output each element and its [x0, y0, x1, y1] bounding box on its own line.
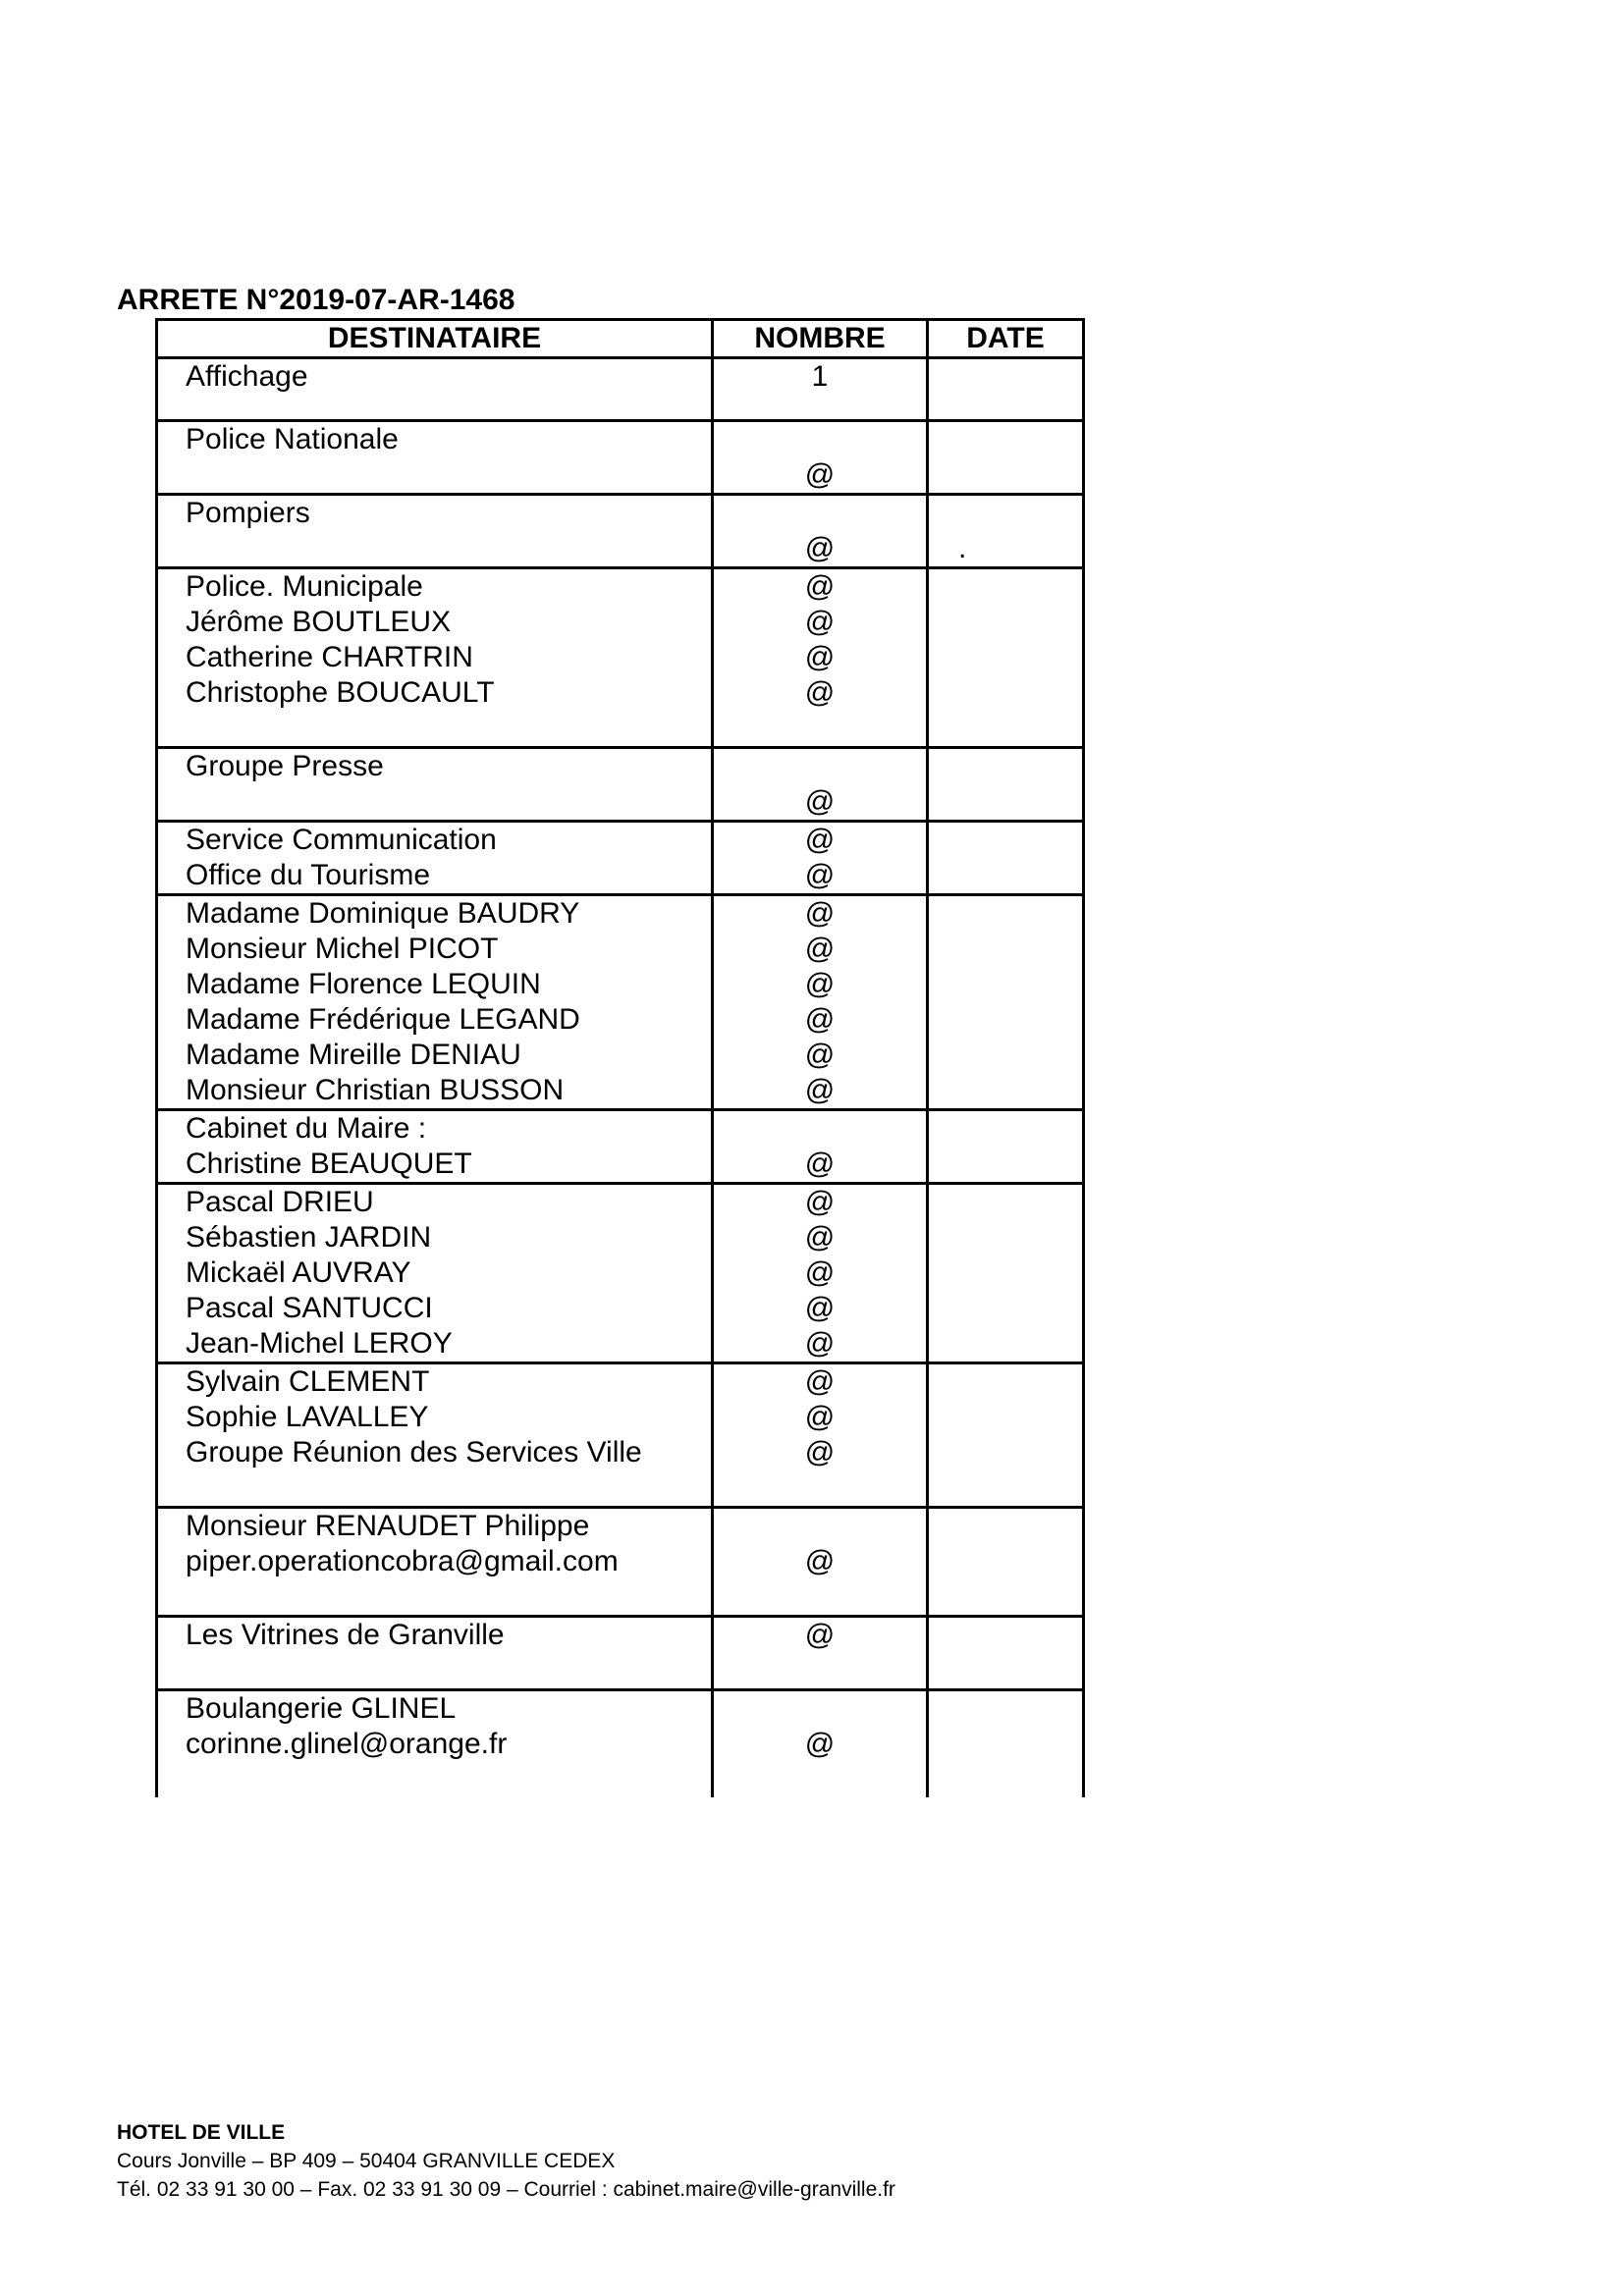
date-cell: [928, 822, 1084, 895]
document-title: ARRETE N°2019-07-AR-1468: [117, 284, 515, 316]
email-at-symbol: @: [804, 1728, 836, 1760]
recipient-name: Pascal SANTUCCI: [186, 1292, 433, 1324]
date-cell: [928, 1363, 1084, 1508]
email-at-symbol: @: [804, 1256, 836, 1289]
recipient-cell: [157, 1363, 713, 1508]
recipient-name: Boulangerie GLINEL: [186, 1692, 457, 1725]
footer-address: Cours Jonville – BP 409 – 50404 GRANVILLE CEDEX: [117, 2150, 616, 2172]
email-at-symbol: @: [804, 606, 836, 638]
recipient-name: Police. Municipale: [186, 570, 423, 603]
date-value: .: [958, 532, 967, 564]
recipient-cell: [157, 822, 713, 895]
recipient-cell: [157, 1617, 713, 1690]
recipient-name: Madame Mireille DENIAU: [186, 1039, 521, 1071]
date-cell: [928, 1110, 1084, 1184]
recipient-name: Mickaël AUVRAY: [186, 1256, 411, 1289]
recipient-name: Monsieur Michel PICOT: [186, 933, 499, 965]
date-cell: [928, 568, 1084, 748]
count-cell: [713, 568, 928, 748]
date-cell: [928, 1184, 1084, 1363]
recipient-name: Office du Tourisme: [186, 859, 431, 891]
recipient-name: Christophe BOUCAULT: [186, 676, 495, 709]
distribution-table: [155, 318, 1085, 1797]
count-cell: [713, 495, 928, 568]
recipient-name: Madame Florence LEQUIN: [186, 968, 541, 1000]
count-cell: [713, 1363, 928, 1508]
date-cell: [928, 1508, 1084, 1617]
count-cell: [713, 1617, 928, 1690]
recipient-cell: [157, 1184, 713, 1363]
count-cell: [713, 1110, 928, 1184]
email-at-symbol: @: [804, 897, 836, 930]
email-at-symbol: @: [804, 933, 836, 965]
recipient-name: Cabinet du Maire :: [186, 1112, 427, 1145]
email-at-symbol: @: [804, 570, 836, 603]
recipient-name: Service Communication: [186, 824, 497, 856]
email-at-symbol: @: [804, 1436, 836, 1468]
email-at-symbol: @: [804, 785, 836, 818]
count-cell: [713, 421, 928, 495]
recipient-name: Sylvain CLEMENT: [186, 1365, 430, 1398]
email-at-symbol: @: [804, 1074, 836, 1106]
recipient-name: Police Nationale: [186, 423, 399, 455]
date-cell: [928, 1690, 1084, 1798]
email-at-symbol: @: [804, 1148, 836, 1180]
recipient-cell: [157, 748, 713, 822]
count-cell: [713, 1184, 928, 1363]
date-cell: [928, 495, 1084, 568]
recipient-name: Catherine CHARTRIN: [186, 641, 473, 673]
spacer: [929, 496, 1082, 531]
email-at-symbol: @: [804, 1186, 836, 1218]
date-cell: [928, 895, 1084, 1110]
table-row: [157, 568, 1084, 748]
table-row: [157, 895, 1084, 1110]
table-row: [157, 1363, 1084, 1508]
email-at-symbol: @: [804, 676, 836, 709]
count-value: [714, 1691, 926, 1727]
email-at-symbol: @: [804, 968, 836, 1000]
recipient-name: Madame Frédérique LEGAND: [186, 1003, 580, 1036]
count-value: [714, 749, 926, 784]
recipient-cell: [157, 1690, 713, 1798]
count-value: [714, 422, 926, 457]
footer: [117, 2118, 895, 2204]
email-at-symbol: @: [804, 1003, 836, 1036]
table-row: [157, 748, 1084, 822]
recipient-name: Pompiers: [186, 497, 310, 529]
email-at-symbol: @: [804, 859, 836, 891]
email-at-symbol: @: [804, 1221, 836, 1254]
recipient-name: Groupe Presse: [186, 750, 384, 782]
count-cell: [713, 1508, 928, 1617]
email-at-symbol: @: [804, 458, 836, 491]
email-at-symbol: @: [804, 1401, 836, 1433]
recipient-name: Sophie LAVALLEY: [186, 1401, 429, 1433]
header-nombre: NOMBRE: [713, 320, 928, 358]
email-at-symbol: @: [804, 1365, 836, 1398]
recipient-name: Pascal DRIEU: [186, 1186, 374, 1218]
header-destinataire: DESTINATAIRE: [157, 320, 713, 358]
table-row: [157, 495, 1084, 568]
table-body: [157, 358, 1084, 1798]
count-value: 1: [811, 360, 829, 393]
table-row: [157, 1110, 1084, 1184]
date-cell: [928, 1617, 1084, 1690]
header-date: DATE: [928, 320, 1084, 358]
email-at-symbol: @: [804, 1545, 836, 1577]
recipient-name: Jérôme BOUTLEUX: [186, 606, 452, 638]
count-value: [714, 1509, 926, 1544]
recipient-name: Affichage: [186, 360, 308, 393]
count-value: [714, 496, 926, 531]
recipient-cell: [157, 1110, 713, 1184]
email-at-symbol: @: [804, 1619, 836, 1651]
recipient-name: Jean-Michel LEROY: [186, 1327, 453, 1360]
recipient-cell: [157, 495, 713, 568]
recipient-name: Sébastien JARDIN: [186, 1221, 432, 1254]
count-value: [714, 1111, 926, 1147]
table-row: [157, 1617, 1084, 1690]
table-row: [157, 822, 1084, 895]
email-at-symbol: @: [804, 824, 836, 856]
table-row: [157, 1690, 1084, 1798]
recipient-name: Les Vitrines de Granville: [186, 1619, 505, 1651]
date-cell: [928, 421, 1084, 495]
recipient-cell: [157, 895, 713, 1110]
recipient-name: Christine BEAUQUET: [186, 1148, 472, 1180]
footer-contact: Tél. 02 33 91 30 00 – Fax. 02 33 91 30 09 – Courriel : cabinet.maire@ville-granville.fr: [117, 2178, 895, 2201]
recipient-cell: [157, 358, 713, 421]
email-at-symbol: @: [804, 1039, 836, 1071]
table-row: [157, 1508, 1084, 1617]
date-cell: [928, 748, 1084, 822]
recipient-cell: [157, 421, 713, 495]
table-row: [157, 358, 1084, 421]
recipient-cell: [157, 1508, 713, 1617]
recipient-name: Groupe Réunion des Services Ville: [186, 1436, 642, 1468]
count-cell: [713, 358, 928, 421]
table-row: [157, 421, 1084, 495]
recipient-name: Monsieur RENAUDET Philippe: [186, 1510, 590, 1542]
email-at-symbol: @: [804, 641, 836, 673]
count-cell: [713, 822, 928, 895]
recipient-name: Monsieur Christian BUSSON: [186, 1074, 565, 1106]
email-at-symbol: @: [804, 1292, 836, 1324]
recipient-name: Madame Dominique BAUDRY: [186, 897, 580, 930]
footer-title: HOTEL DE VILLE: [117, 2121, 286, 2144]
count-cell: [713, 895, 928, 1110]
date-cell: [928, 358, 1084, 421]
table-header-row: [157, 320, 1084, 358]
email-at-symbol: @: [804, 532, 836, 564]
count-cell: [713, 1690, 928, 1798]
recipient-name: piper.operationcobra@gmail.com: [186, 1545, 619, 1577]
count-cell: [713, 748, 928, 822]
recipient-name: corinne.glinel@orange.fr: [186, 1728, 508, 1760]
email-at-symbol: @: [804, 1327, 836, 1360]
table-row: [157, 1184, 1084, 1363]
recipient-cell: [157, 568, 713, 748]
